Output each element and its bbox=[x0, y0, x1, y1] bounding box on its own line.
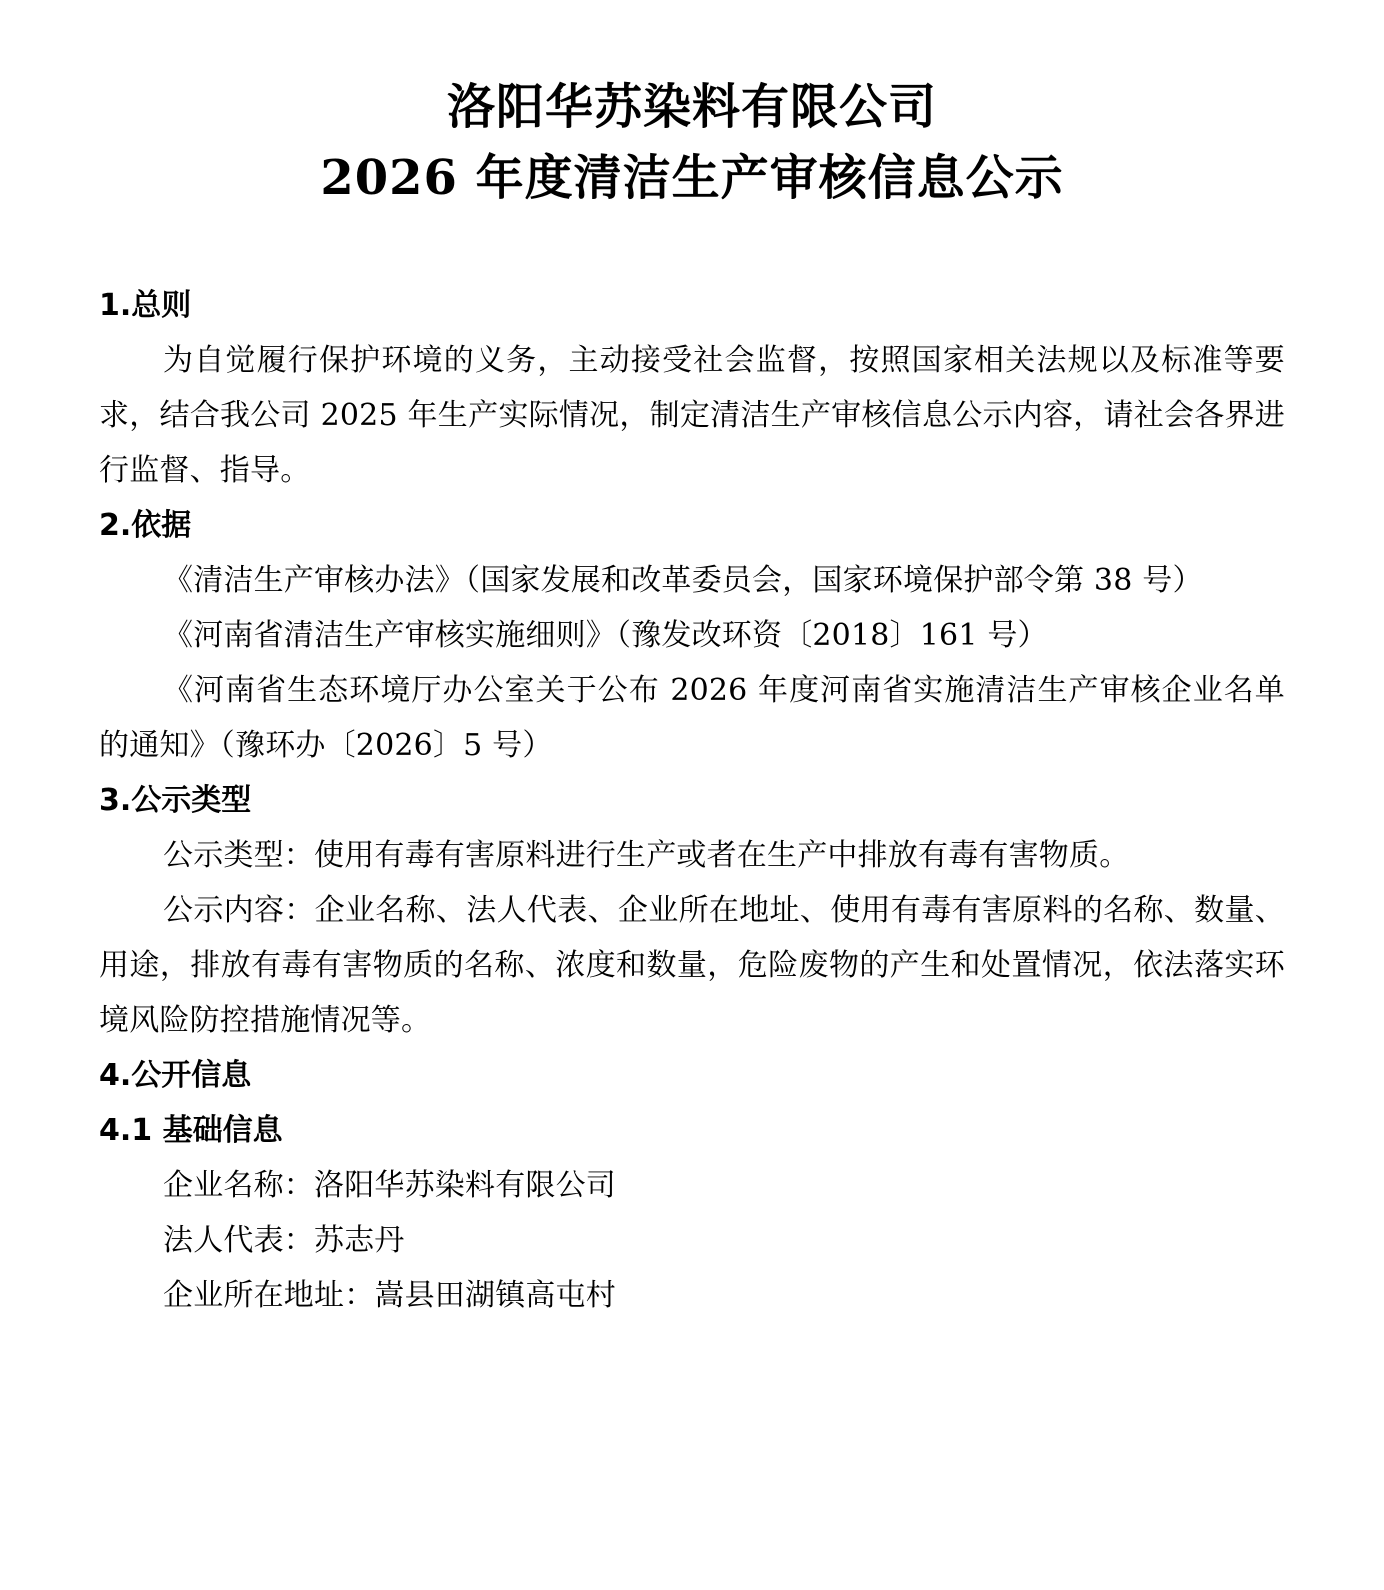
section-paragraph-basis-1: 《清洁生产审核办法》（国家发展和改革委员会，国家环境保护部令第 38 号） bbox=[163, 563, 1203, 598]
section-heading-disclosure-type: 3.公示类型 bbox=[99, 783, 252, 818]
title-body-spacer bbox=[99, 214, 1285, 278]
document-title-line-1: 洛阳华苏染料有限公司 bbox=[446, 79, 937, 135]
document-title-line-2: 2026 年度清洁生产审核信息公示 bbox=[320, 150, 1064, 206]
basic-info-company-address: 企业所在地址：嵩县田湖镇高屯村 bbox=[163, 1278, 616, 1313]
section-paragraph-disclosure-type-1: 公示类型：使用有毒有害原料进行生产或者在生产中排放有毒有害物质。 bbox=[163, 838, 1130, 873]
section-paragraph-general-1: 为自觉履行保护环境的义务，主动接受社会监督，按照国家相关法规以及标准等要求，结合我公司 2025 年生产实际情况，制定清洁生产审核信息公示内容，请社会各界进行监督、指导。 bbox=[99, 343, 1285, 488]
section-paragraph-disclosure-type-2: 公示内容：企业名称、法人代表、企业所在地址、使用有毒有害原料的名称、数量、用途，排放有毒有害物质的名称、浓度和数量，危险废物的产生和处置情况，依法落实环境风险防控措施情况等。 bbox=[99, 893, 1285, 1038]
section-paragraph-basis-2: 《河南省清洁生产审核实施细则》（豫发改环资〔2018〕161 号） bbox=[163, 618, 1048, 653]
basic-info-legal-representative: 法人代表：苏志丹 bbox=[163, 1223, 405, 1258]
section-heading-basic-information: 4.1 基础信息 bbox=[99, 1113, 283, 1148]
basic-info-company-name: 企业名称：洛阳华苏染料有限公司 bbox=[163, 1168, 616, 1203]
section-heading-basis: 2.依据 bbox=[99, 508, 192, 543]
section-heading-public-information: 4.公开信息 bbox=[99, 1058, 252, 1093]
section-paragraph-basis-3: 《河南省生态环境厅办公室关于公布 2026 年度河南省实施清洁生产审核企业名单的通知》（豫环办〔2026〕5 号） bbox=[99, 673, 1285, 763]
section-heading-general: 1.总则 bbox=[99, 288, 192, 323]
document-title bbox=[99, 0, 1285, 214]
